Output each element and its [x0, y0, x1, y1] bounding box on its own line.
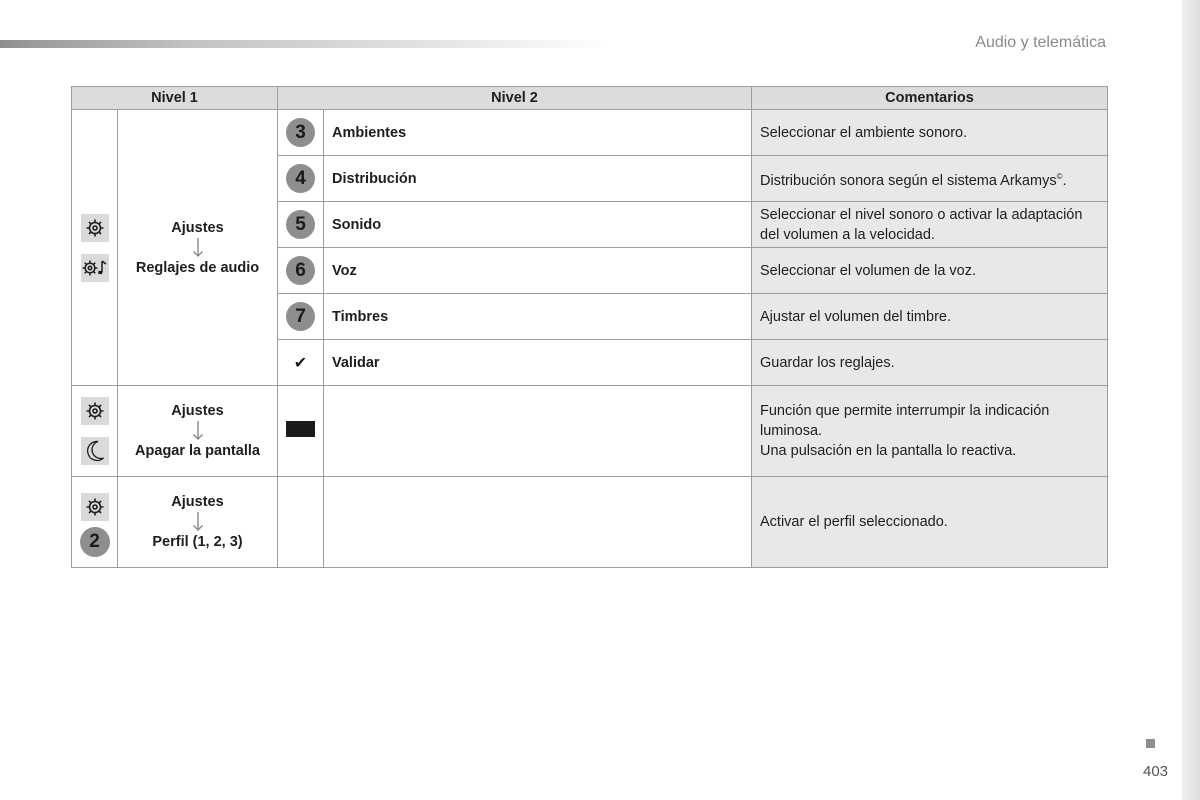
comment-cell [752, 386, 1108, 477]
number-badge-3: 3 [286, 118, 315, 147]
number-badge-5: 5 [286, 210, 315, 239]
comment-cell: Seleccionar el ambiente sonoro. [752, 110, 1108, 156]
settings-menu-table [71, 86, 1108, 568]
comment-line: Función que permite interrumpir la indicación luminosa. [760, 403, 1050, 439]
group2-level1-cell [118, 386, 278, 477]
comment-cell: Ajustar el volumen del timbre. [752, 294, 1108, 340]
col-header-comments: Comentarios [752, 87, 1108, 110]
page-edge-shadow [1182, 0, 1200, 800]
col-header-level1: Nivel 1 [72, 87, 278, 110]
comment-cell: Activar el perfil seleccionado. [752, 477, 1108, 568]
level1-to: Reglajes de audio [135, 259, 260, 276]
level2-name: Ambientes [324, 110, 752, 156]
group1-icons-cell [72, 110, 118, 386]
group2-icons-cell [72, 386, 118, 477]
comment-period: . [1062, 172, 1067, 189]
comment-cell [752, 156, 1108, 202]
settings-gear-icon [81, 493, 109, 521]
page-marker-square [1146, 739, 1155, 748]
level1-from: Ajustes [171, 219, 224, 236]
level2-name: Distribución [324, 156, 752, 202]
number-badge-2: 2 [80, 527, 110, 557]
arrow-down-icon [192, 238, 204, 258]
number-badge-7: 7 [286, 302, 315, 331]
number-badge-4: 4 [286, 164, 315, 193]
level1-from: Ajustes [171, 403, 224, 419]
level1-from: Ajustes [171, 494, 224, 510]
comment-line: Una pulsación en la pantalla lo reactiva. [760, 443, 1017, 459]
level2-name-empty [324, 477, 752, 568]
header-gradient-bar [0, 40, 610, 48]
level2-name: Timbres [324, 294, 752, 340]
table-row [72, 386, 1108, 477]
group3-level1-cell [118, 477, 278, 568]
level2-name: Sonido [324, 202, 752, 248]
table-row [72, 110, 1108, 156]
comment-cell: Guardar los reglajes. [752, 340, 1108, 386]
comment-cell: Seleccionar el volumen de la voz. [752, 248, 1108, 294]
level2-name: Validar [324, 340, 752, 386]
section-title: Audio y telemática [975, 34, 1106, 51]
number-badge-6: 6 [286, 256, 315, 285]
group3-icons-cell [72, 477, 118, 568]
level1-to: Apagar la pantalla [135, 443, 260, 459]
page-number: 403 [1143, 763, 1169, 780]
settings-gear-icon [81, 214, 109, 242]
moon-icon [81, 437, 109, 465]
level2-name: Voz [324, 248, 752, 294]
col-header-level2: Nivel 2 [278, 87, 752, 110]
level2-name-empty [324, 386, 752, 477]
check-icon: ✔ [293, 354, 308, 372]
comment-cell: Seleccionar el nivel sonoro o activar la adaptación del volumen a la velocidad. [752, 202, 1108, 248]
table-header-row [72, 87, 1108, 110]
audio-settings-icon [81, 254, 109, 282]
arrow-down-icon [192, 512, 204, 532]
settings-gear-icon [81, 397, 109, 425]
screen-off-icon [286, 421, 315, 437]
copyright-mark: © [1056, 171, 1063, 181]
group1-level1-cell [118, 110, 278, 386]
comment-text: Distribución sonora según el sistema Arkamys [760, 172, 1057, 189]
arrow-down-icon [192, 421, 204, 441]
table-row [72, 477, 1108, 568]
level1-to: Perfil (1, 2, 3) [152, 534, 243, 550]
badge-cell-empty [278, 477, 324, 568]
